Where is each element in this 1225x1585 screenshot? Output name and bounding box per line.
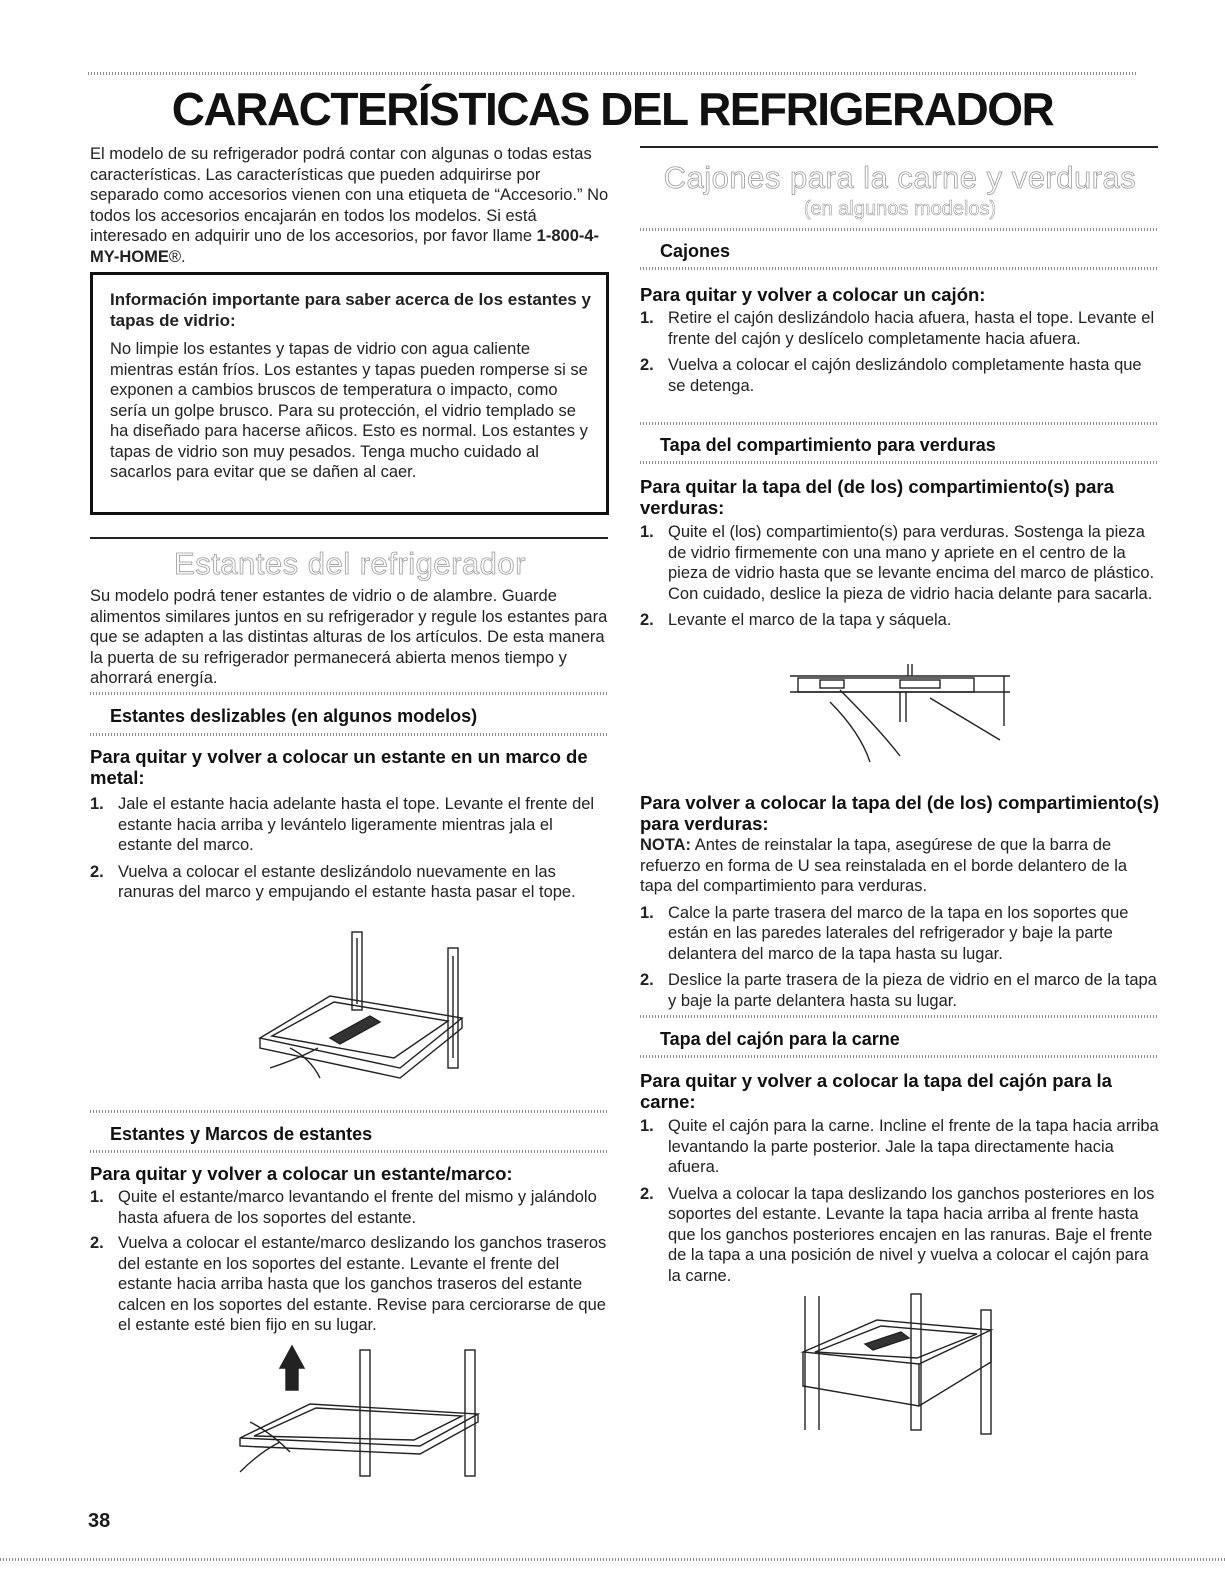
drawers-heading: Cajones para la carne y verduras (663, 160, 1137, 195)
step-number: 1. (640, 903, 654, 922)
intro-suffix: ®. (168, 247, 186, 266)
step-number: 1. (640, 523, 654, 541)
crisper-replace-step-1 (640, 903, 1160, 965)
page-title: CARACTERÍSTICAS DEL REFRIGERADOR (171, 83, 1054, 135)
cajones-rule-top (640, 228, 1158, 231)
crisper-subhead: Tapa del compartimiento para verduras (660, 435, 996, 455)
shelves-heading: Estantes del refrigerador (174, 546, 526, 581)
crisper-instruction: Para quitar la tapa del (de los) compartimiento(s) para verduras: (640, 476, 1114, 518)
frames-rule-top (90, 1110, 608, 1113)
meat-instruction: Para quitar y volver a colocar la tapa del cajón para la carne: (640, 1070, 1112, 1112)
sliding-steps (90, 746, 610, 903)
top-rule (88, 72, 1136, 75)
frames-rule-bottom (90, 1150, 608, 1153)
step-text: Quite el estante/marco levantando el frente del mismo y jalándolo hasta afuera de los soportes del estante. (118, 1188, 597, 1227)
step-text: Vuelva a colocar la tapa deslizando los ganchos posteriores en los soportes del estante. Levante la tapa hacia arriba al frente hasta que los ganchos posteriores encajen en las ranuras. Baje el frente de la tapa a una posición de nivel y vuelva a colocar el cajón para la carne. (668, 1184, 1155, 1285)
step-text: Quite el (los) compartimiento(s) para verduras. Sostenga la pieza de vidrio firmemente con una mano y apriete en el centro de la pieza de vidrio hasta que se levante encima del marco de plástico. Con cuidado, deslice la pieza de vidrio hacia delante para sacarla. (668, 523, 1155, 603)
step-number: 1. (640, 1117, 654, 1135)
intro-phone: 1-800-4-MY-HOME (90, 227, 600, 266)
step-number: 1. (640, 309, 654, 327)
step-number: 2. (640, 611, 654, 629)
frames-subhead: Estantes y Marcos de estantes (110, 1124, 373, 1144)
step-number: 2. (90, 1234, 104, 1252)
meat-rule-bottom (640, 1055, 1158, 1058)
sliding-shelf-illustration (230, 928, 480, 1098)
step-text: Vuelva a colocar el cajón deslizándolo completamente hasta que se detenga. (668, 356, 1142, 395)
cajones-instruction: Para quitar y volver a colocar un cajón: (640, 284, 986, 305)
step-number: 1. (90, 1188, 104, 1206)
glass-warning-box (90, 272, 609, 515)
cajones-steps (640, 284, 1160, 396)
shelves-section (90, 546, 610, 689)
meat-subhead: Tapa del cajón para la carne (660, 1029, 900, 1049)
cajones-rule-bottom (640, 267, 1158, 270)
intro-paragraph (90, 144, 610, 267)
shelves-body: Su modelo podrá tener estantes de vidrio o de alambre. Guarde alimentos similares juntos en su refrigerador y regule los estantes para que se adapten a las distintas alturas de los artículos. De esta manera la puerta de su refrigerador permanecerá abierta menos tiempo y ahorrará energía. (90, 587, 608, 687)
meat-rule-top (640, 1015, 1158, 1018)
shelf-frame-illustration (220, 1342, 490, 1482)
cajones-subhead-wrap (640, 241, 1160, 262)
crisper-replace-step-2 (640, 970, 1160, 1011)
meat-subhead-wrap (640, 1029, 1160, 1050)
crisper-replace (640, 792, 1160, 1011)
cajones-step-1 (640, 308, 1160, 349)
note-label: NOTA: (640, 836, 692, 854)
cajones-subhead: Cajones (660, 241, 731, 261)
step-text: Deslice la parte trasera de la pieza de vidrio en el marco de la tapa y baje la parte delantera hasta su lugar. (668, 971, 1157, 1010)
crisper-rule-top (640, 422, 1158, 425)
step-text: Jale el estante hacia adelante hasta el tope. Levante el frente del estante hacia arriba y levántelo ligeramente mientras jala el estante del marco. (118, 795, 595, 854)
crisper-replace-instruction: Para volver a colocar la tapa del (de los) compartimiento(s) para verduras: (640, 792, 1160, 834)
meat-step-1 (640, 1116, 1160, 1178)
sliding-rule-top (90, 692, 608, 695)
step-number: 1. (90, 795, 104, 813)
left-column (90, 144, 610, 267)
step-text: Calce la parte trasera del marco de la tapa en los soportes que están en las paredes laterales del refrigerador y baje la parte delantera del marco de la tapa hasta su lugar. (668, 903, 1129, 963)
crisper-cover-illustration (780, 662, 1020, 772)
step-text: Vuelva a colocar el estante/marco deslizando los ganchos traseros del estante en los soportes del estante. Levante el frente del estante hacia arriba hasta que los ganchos traseros del estante calcen en los soportes del estante. Revise para cerciorarse de que el estante esté bien fijo en su lugar. (118, 1234, 607, 1334)
step-number: 2. (90, 862, 104, 881)
sliding-rule-bottom (90, 733, 608, 736)
intro-text: El modelo de su refrigerador podrá contar con algunas o todas estas características. Las características que pueden adquirirse por separado como accesorios vienen con una etiqueta de “Accesorio.” No todos los accesorios encajarán en todos los modelos. Si está interesado en adquirir uno de los accesorios, por favor llame (90, 145, 609, 245)
shelves-rule (90, 537, 608, 539)
crisper-note (640, 835, 1160, 897)
step-text: Retire el cajón deslizándolo hacia afuera, hasta el tope. Levante el frente del cajón y deslícelo completamente hacia afuera. (668, 309, 1155, 348)
step-number: 2. (640, 971, 654, 989)
note-text: Antes de reinstalar la tapa, asegúrese de que la barra de refuerzo en forma de U sea reinstalada en el borde delantero de la tapa del compartimiento para verduras. (640, 836, 1128, 895)
crisper-step-1 (640, 522, 1160, 604)
drawers-subheading: (en algunos modelos) (803, 198, 997, 220)
crisper-step-2 (640, 610, 1160, 631)
frames-step-2 (90, 1233, 610, 1336)
glass-box-heading: Información importante para saber acerca de los estantes y tapas de vidrio: (110, 290, 591, 330)
page-number: 38 (88, 1510, 111, 1532)
meat-drawer-illustration (795, 1290, 1005, 1440)
sliding-step-1 (90, 794, 610, 856)
drawers-rule (640, 146, 1158, 148)
frames-step-1 (90, 1187, 610, 1228)
frames-section (90, 1124, 610, 1145)
crisper-steps (640, 476, 1160, 631)
sliding-section (90, 706, 610, 727)
crisper-rule-bottom (640, 461, 1158, 464)
frames-instruction: Para quitar y volver a colocar un estante/marco: (90, 1163, 513, 1184)
meat-step-2 (640, 1184, 1160, 1287)
sliding-instruction: Para quitar y volver a colocar un estante en un marco de metal: (90, 746, 588, 788)
glass-box-body: No limpie los estantes y tapas de vidrio con agua caliente mientras están fríos. Los estantes y tapas pueden romperse si se exponen a cambios bruscos de temperatura o impacto, como sería un golpe brusco. Para su protección, el vidrio templado se ha diseñado para hacerse añicos. Esto es normal. Los estantes y tapas de vidrio son muy pesados. Tenga mucho cuidado al sacarlos para evitar que se dañen al caer. (110, 340, 588, 481)
step-number: 2. (640, 1184, 654, 1203)
sliding-step-2 (90, 862, 610, 903)
cajones-step-2 (640, 355, 1160, 396)
step-text: Quite el cajón para la carne. Incline el frente de la tapa hacia arriba levantando la parte posterior. Jale la tapa directamente hacia afuera. (668, 1117, 1159, 1176)
bottom-rule (0, 1558, 1225, 1561)
sliding-subhead: Estantes deslizables (en algunos modelos) (110, 706, 478, 726)
step-number: 2. (640, 356, 654, 374)
step-text: Vuelva a colocar el estante deslizándolo nuevamente en las ranuras del marco y empujando el estante hasta pasar el tope. (118, 862, 576, 901)
frames-steps (90, 1163, 610, 1336)
step-text: Levante el marco de la tapa y sáquela. (668, 611, 952, 629)
meat-steps (640, 1070, 1160, 1286)
crisper-subhead-wrap (640, 435, 1160, 456)
drawers-section (640, 160, 1160, 221)
